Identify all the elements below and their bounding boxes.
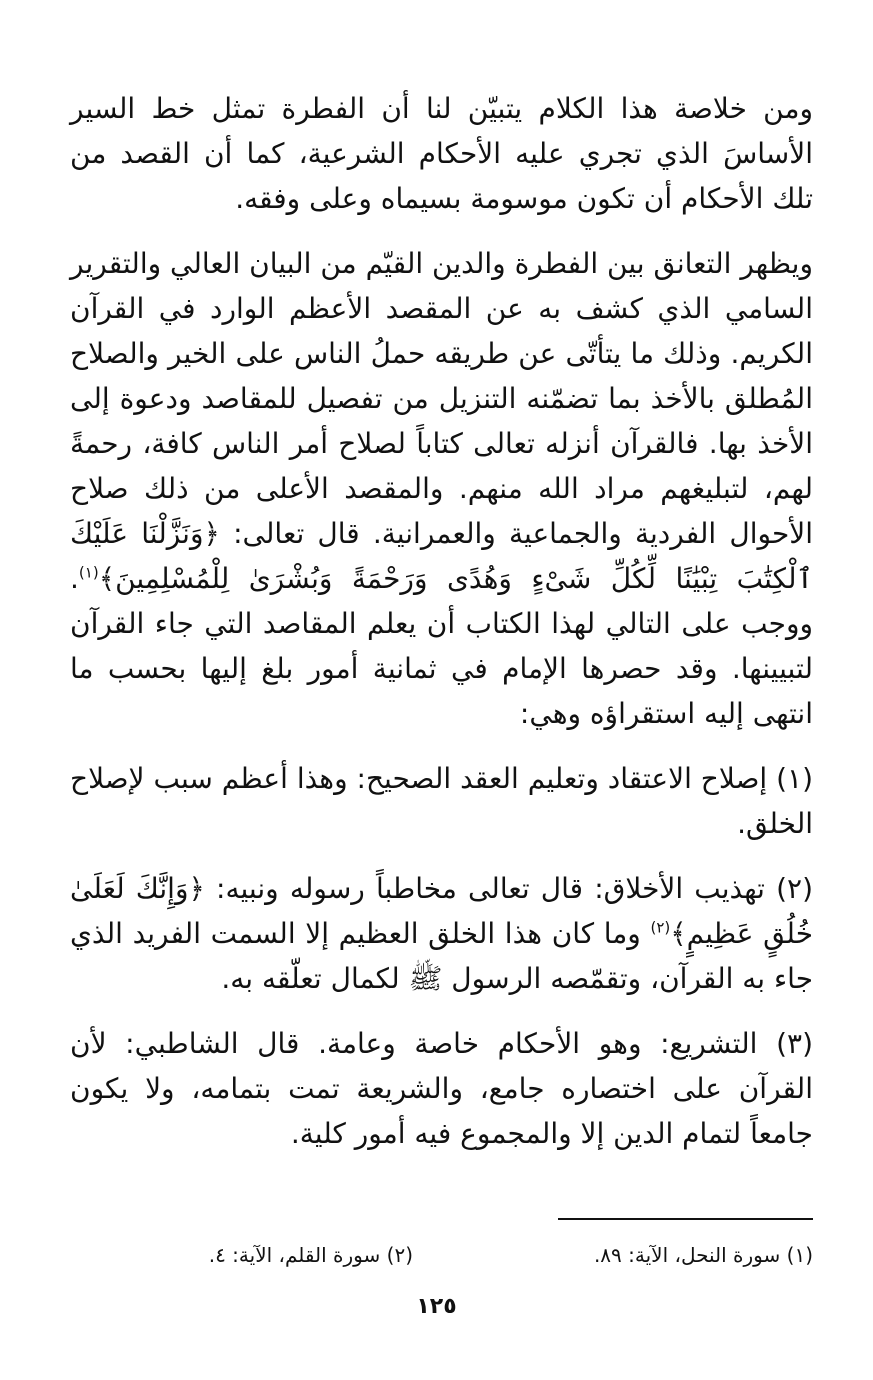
paragraph-continuation-text: . ووجب على التالي لهذا الكتاب أن يعلم المقاصد التي جاء القرآن لتبيينها. وقد حصرها الإمام في ثمانية أمور بلغ إليها بحسب ما انتهى إليه استقراؤه وهي: [70, 562, 813, 730]
footnote-ref-2[interactable]: (٢) [650, 918, 671, 937]
quran-verse-nahl: ﴿وَنَزَّلْنَا عَلَيْكَ ٱلْكِتَٰبَ تِبْيَٰنًا لِّكُلِّ شَىْءٍ وَهُدًى وَرَحْمَةً وَبُشْرَىٰ لِلْمُسْلِمِينَ﴾ [70, 517, 813, 595]
paragraph-quran-objectives [70, 241, 813, 736]
paragraph-fitra-conclusion: ومن خلاصة هذا الكلام يتبيّن لنا أن الفطرة تمثل خط السير الأساسَ الذي تجري عليه الأحكام الشرعية، كما أن القصد من تلك الأحكام أن تكون موسومة بسيماه وعلى وفقه. [70, 92, 813, 215]
paragraph-intro-text: ويظهر التعانق بين الفطرة والدين القيّم من البيان العالي والتقرير السامي الذي كشف به عن المقصد الأعظم الوارد في القرآن الكريم. وذلك ما يتأتّى عن طريقه حملُ الناس على الخير والصلاح المُطلق بالأخذ بما تضمّنه التنزيل من تفصيل للمقاصد ودعوة إلى الأخذ بها. فالقرآن أنزله تعالى كتاباً لصلاح أمر الناس كافة، رحمةً لهم، لتبليغهم مراد الله منهم. والمقصد الأعلى من ذلك صلاح الأحوال الفردية والجماعية والعمرانية. قال تعالى: [70, 247, 814, 550]
page-body [70, 86, 813, 1156]
item-morals-intro: (٢) تهذيب الأخلاق: قال تعالى مخاطباً رسوله ونبيه: [216, 872, 813, 905]
page-number: ١٢٥ [416, 1294, 457, 1319]
paragraph-item-belief: (١) إصلاح الاعتقاد وتعليم العقد الصحيح: وهذا أعظم سبب لإصلاح الخلق. [70, 762, 813, 840]
footnote-1: (١) سورة النحل، الآية: ٨٩. [593, 1243, 813, 1267]
item-morals-rest: وما كان هذا الخلق العظيم إلا السمت الفريد الذي جاء به القرآن، وتقمّصه الرسول ﷺ لكمال تعلّقه به. [70, 917, 813, 995]
footnote-ref-1[interactable]: (١) [78, 563, 99, 582]
quran-verse-qalam: ﴿وَإِنَّكَ لَعَلَىٰ خُلُقٍ عَظِيمٍ﴾ [70, 872, 814, 950]
paragraph-item-legislation: (٣) التشريع: وهو الأحكام خاصة وعامة. قال الشاطبي: لأن القرآن على اختصاره جامع، والشريعة تمت بتمامه، ولا يكون جامعاً لتمام الدين إلا والمجموع فيه أمور كلية. [70, 1027, 813, 1150]
footnote-2: (٢) سورة القلم، الآية: ٤. [208, 1243, 413, 1267]
footnote-divider [558, 1218, 813, 1220]
paragraph-item-morals [70, 866, 813, 1001]
